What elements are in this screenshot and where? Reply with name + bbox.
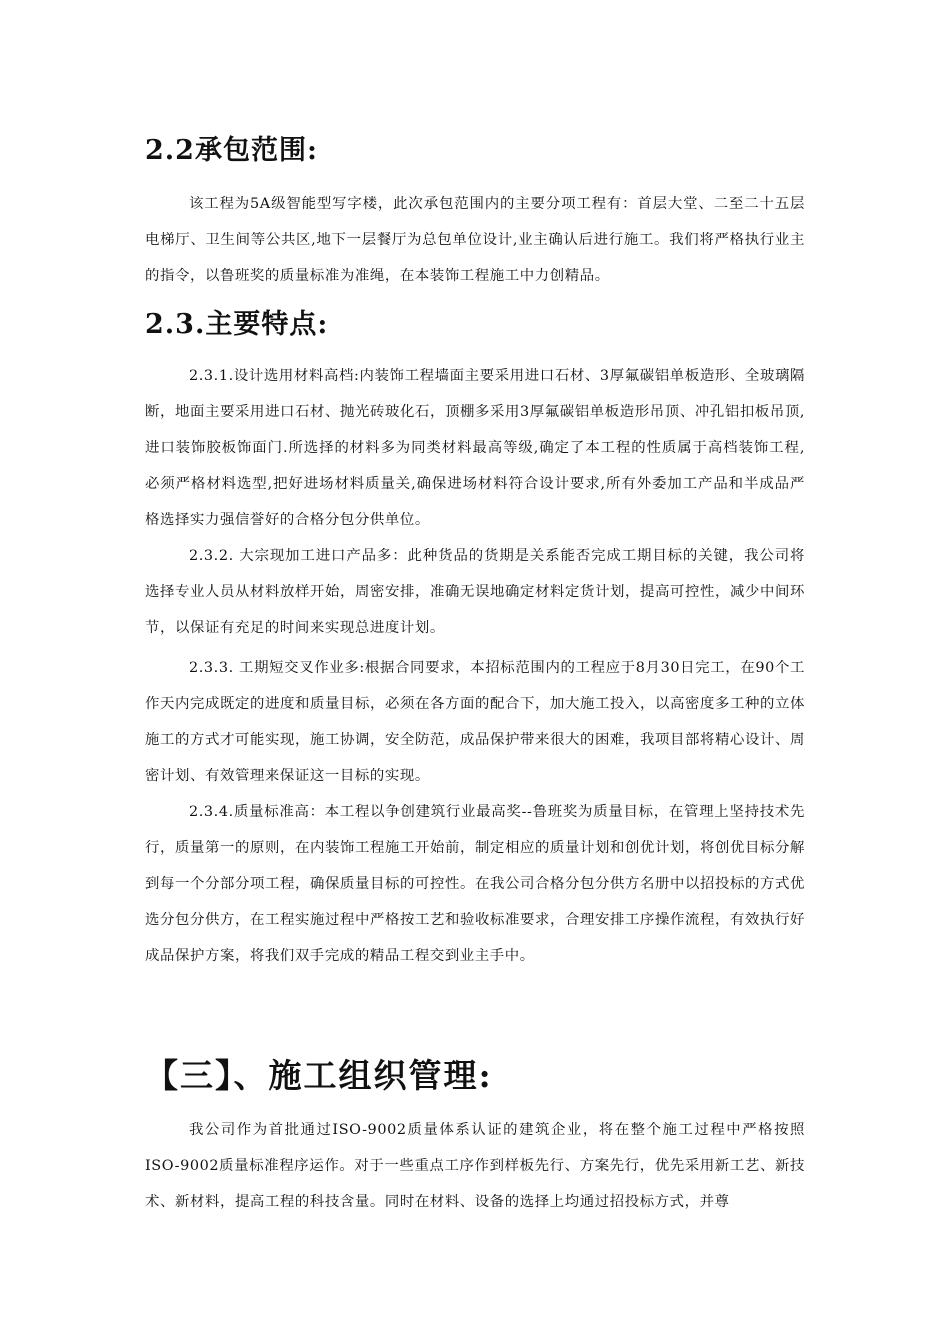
section-2-3-1-paragraph: 2.3.1.设计选用材料高档:内装饰工程墙面主要采用进口石材、3厚氟碳铝单板造形、全玻璃隔断，地面主要采用进口石材、抛光砖玻化石，顶棚多采用3厚氟碳铝单板造形吊顶、冲孔铝扣板吊顶,进口装饰胶板饰面门.所选择的材料多为同类材料最高等级,确定了本工程的性质属于高档装饰工程,必须严格材料选型,把好进场材料质量关,确保进场材料符合设计要求,所有外委加工产品和半成品严格选择实力强信誉好的合格分包分供单位。 [145, 368, 805, 528]
section-3-heading: 【三】、施工组织管理: [145, 1056, 493, 1095]
section-2-2-heading: 2.2承包范围: [145, 135, 318, 166]
section-2-2-paragraph: 该工程为5A级智能型写字楼，此次承包范围内的主要分项工程有：首层大堂、二至二十五层电梯厅、卫生间等公共区,地下一层餐厅为总包单位设计,业主确认后进行施工。我们将严格执行业主的指令，以鲁班奖的质量标准为准绳，在本装饰工程施工中力创精品。 [145, 196, 805, 284]
section-2-3-4-paragraph: 2.3.4.质量标准高：本工程以争创建筑行业最高奖--鲁班奖为质量目标，在管理上坚持技术先行，质量第一的原则，在内装饰工程施工开始前，制定相应的质量计划和创优计划，将创优目标分解到每一个分部分项工程，确保质量目标的可控性。在我公司合格分包分供方名册中以招投标的方式优选分包分供方，在工程实施过程中严格按工艺和验收标准要求，合理安排工序操作流程，有效执行好成品保护方案，将我们双手完成的精品工程交到业主手中。 [145, 804, 805, 964]
section-3-paragraph: 我公司作为首批通过ISO-9002质量体系认证的建筑企业，将在整个施工过程中严格按照ISO-9002质量标准程序运作。对于一些重点工序作到样板先行、方案先行，优先采用新工艺、新技术、新材料，提高工程的科技含量。同时在材料、设备的选择上均通过招投标方式，并尊 [145, 1122, 805, 1210]
section-2-3-2-paragraph: 2.3.2. 大宗现加工进口产品多：此种货品的货期是关系能否完成工期目标的关键，我公司将选择专业人员从材料放样开始，周密安排，准确无误地确定材料定货计划，提高可控性，减少中间环节，以保证有充足的时间来实现总进度计划。 [145, 548, 805, 636]
section-2-3-heading: 2.3.主要特点: [145, 309, 329, 340]
section-2-3-3-paragraph: 2.3.3. 工期短交叉作业多:根据合同要求，本招标范围内的工程应于8月30日完工，在90个工作天内完成既定的进度和质量目标，必须在各方面的配合下，加大施工投入，以高密度多工种的立体施工的方式才可能实现，施工协调，安全防范，成品保护带来很大的困难，我项目部将精心设计、周密计划、有效管理来保证这一目标的实现。 [145, 660, 805, 784]
